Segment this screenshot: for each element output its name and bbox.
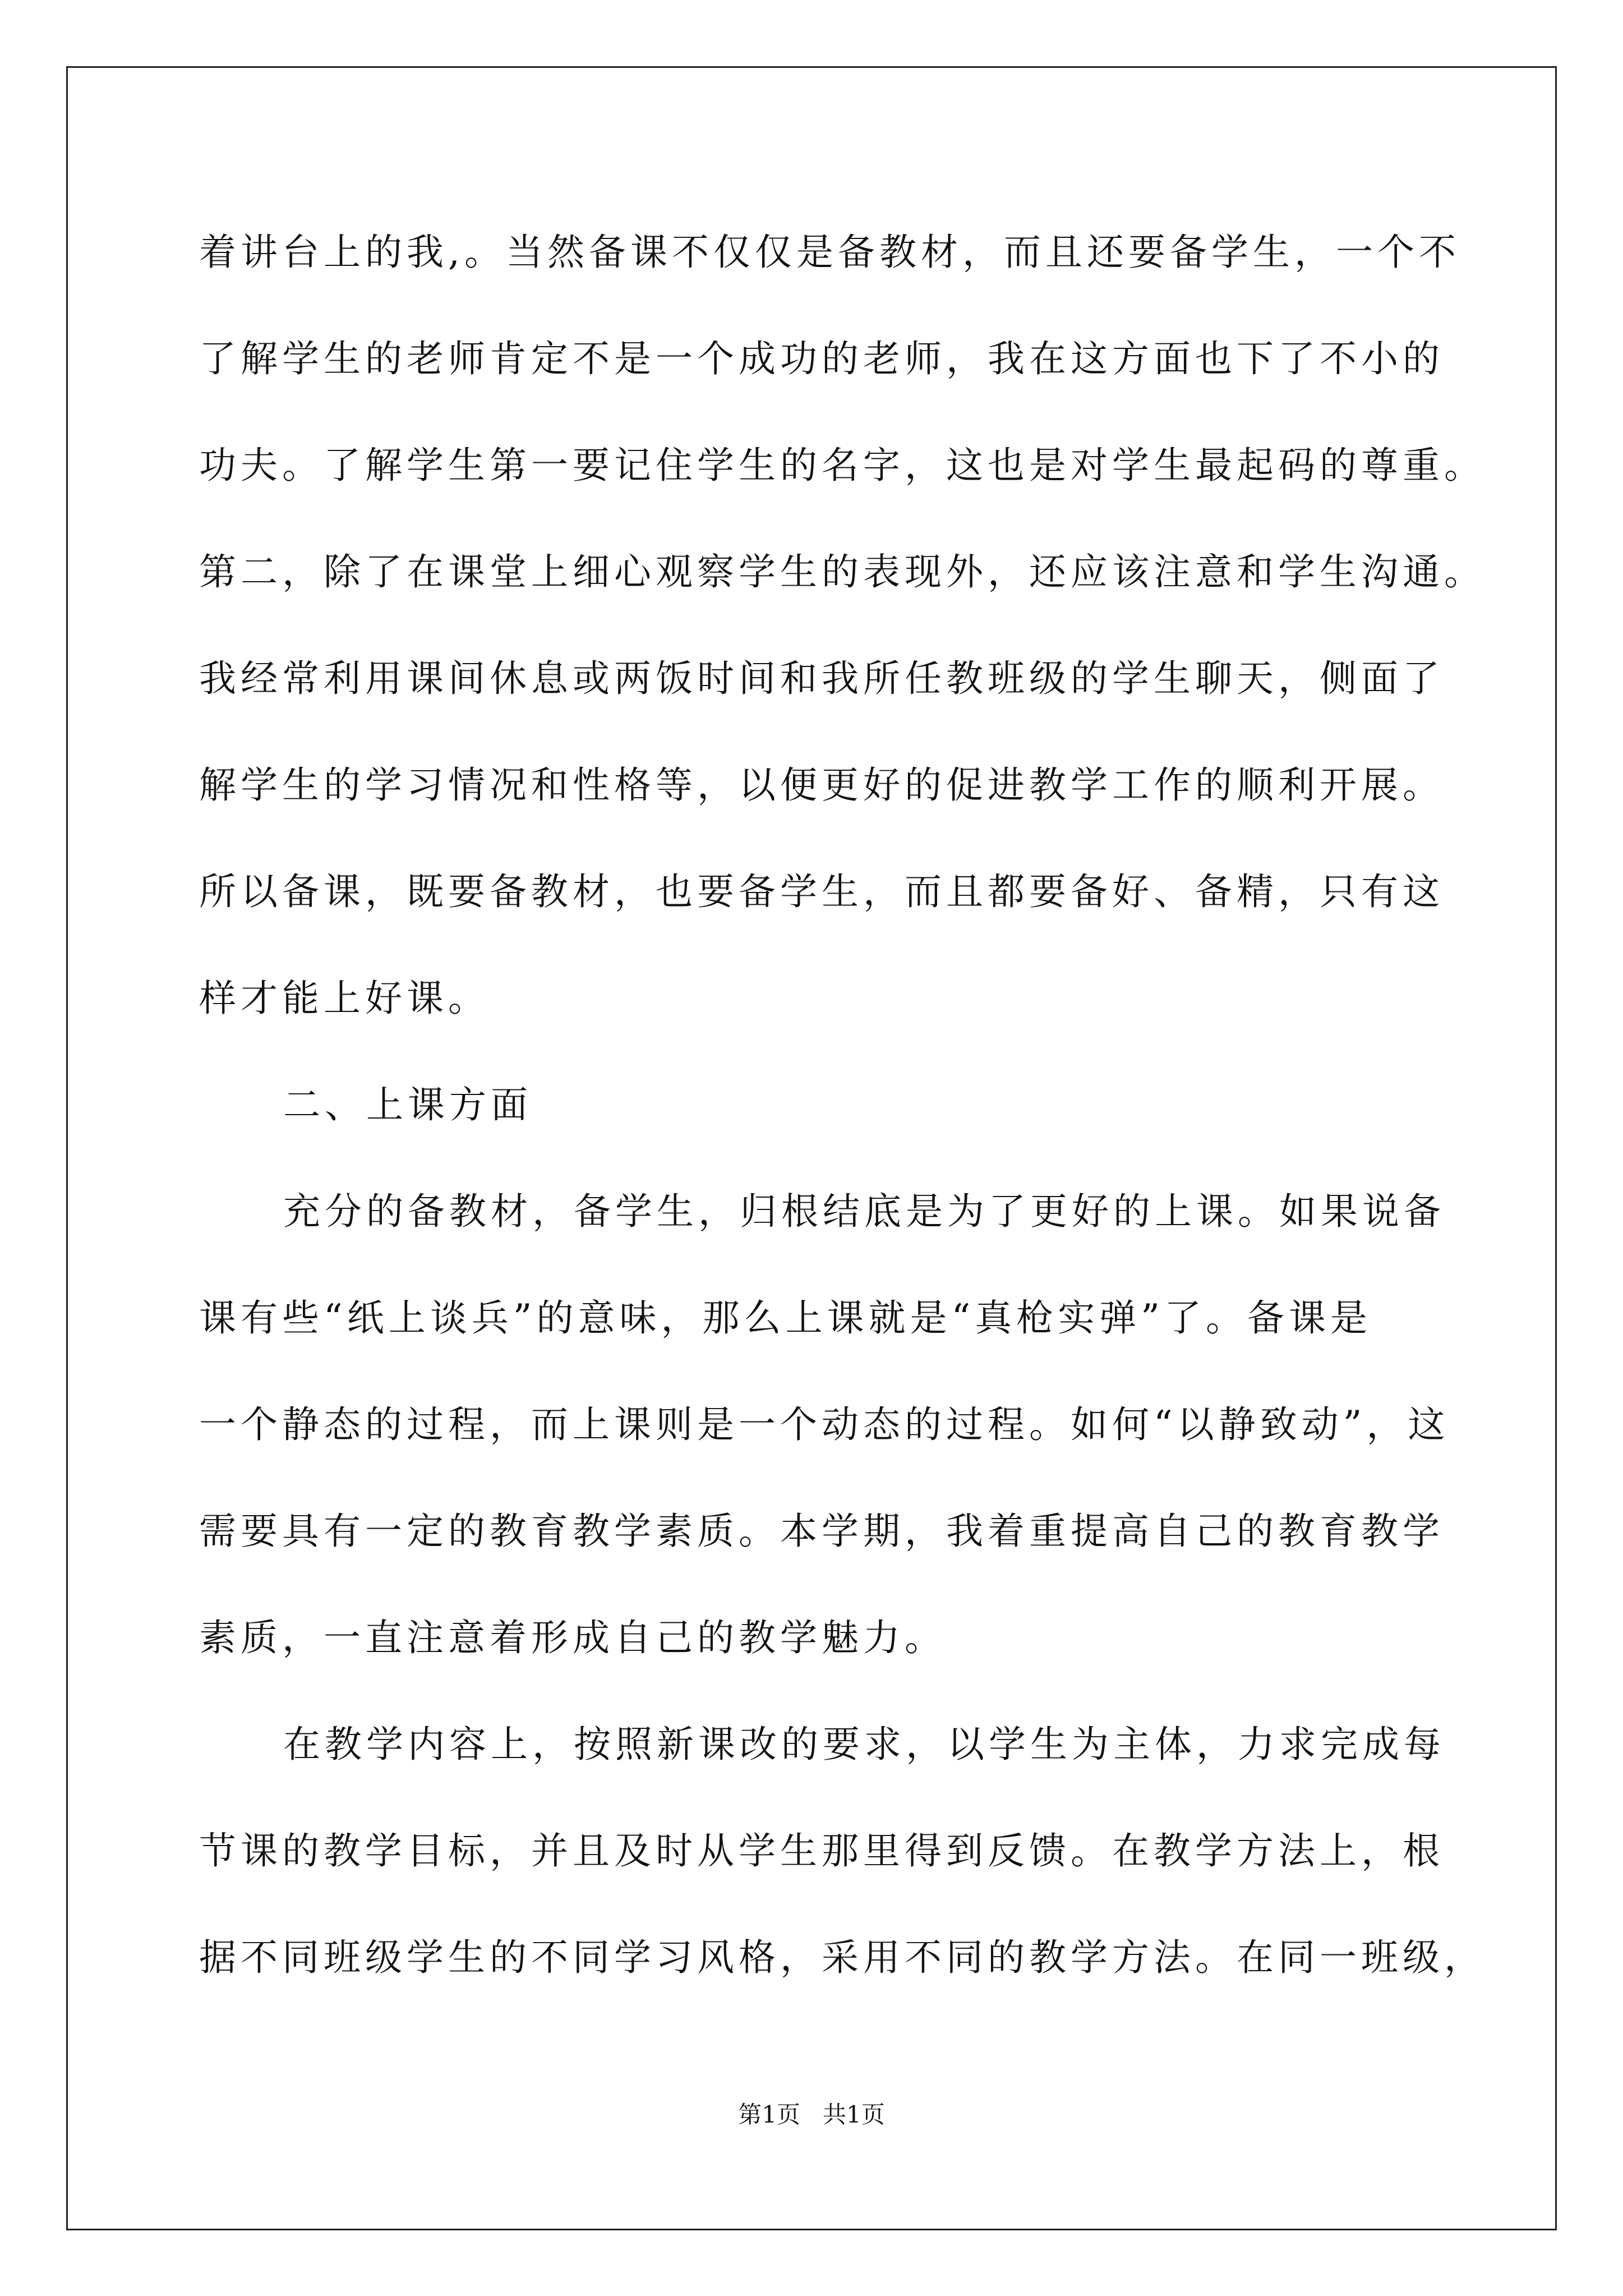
text-line: 节课的教学目标，并且及时从学生那里得到反馈。在教学方法上，根	[199, 1829, 1444, 1872]
text-line: 样才能上好课。	[199, 977, 490, 1020]
text-line: 功夫。了解学生第一要记住学生的名字，这也是对学生最起码的尊重。	[199, 444, 1486, 487]
text-line: 着讲台上的我,。当然备课不仅仅是备教材，而且还要备学生，一个不	[199, 231, 1460, 274]
section-heading: 二、上课方面	[283, 1083, 532, 1126]
text-line: 我经常利用课间休息或两饭时间和我所任教班级的学生聊天，侧面了	[199, 657, 1444, 700]
page-number-footer: 第1页 共1页	[738, 2101, 885, 2128]
text-line: 了解学生的老师肯定不是一个成功的老师，我在这方面也下了不小的	[199, 337, 1444, 380]
text-line: 据不同班级学生的不同学习风格，采用不同的教学方法。在同一班级，	[199, 1936, 1486, 1979]
text-line: 解学生的学习情况和性格等，以便更好的促进教学工作的顺利开展。	[199, 763, 1444, 807]
text-line: 需要具有一定的教育教学素质。本学期，我着重提高自己的教育教学	[199, 1510, 1444, 1553]
text-line: 充分的备教材，备学生，归根结底是为了更好的上课。如果说备	[283, 1190, 1445, 1233]
text-line: 第二，除了在课堂上细心观察学生的表现外，还应该注意和学生沟通。	[199, 550, 1486, 593]
text-line: 课有些“纸上谈兵”的意味，那么上课就是“真枪实弹”了。备课是	[199, 1296, 1372, 1340]
text-line: 在教学内容上，按照新课改的要求，以学生为主体，力求完成每	[283, 1723, 1445, 1766]
text-line: 素质，一直注意着形成自己的教学魅力。	[199, 1616, 946, 1659]
text-line: 一个静态的过程，而上课则是一个动态的过程。如何“以静致动”，这	[199, 1403, 1450, 1446]
page-border	[66, 66, 1557, 2230]
text-line: 所以备课，既要备教材，也要备学生，而且都要备好、备精，只有这	[199, 870, 1444, 913]
